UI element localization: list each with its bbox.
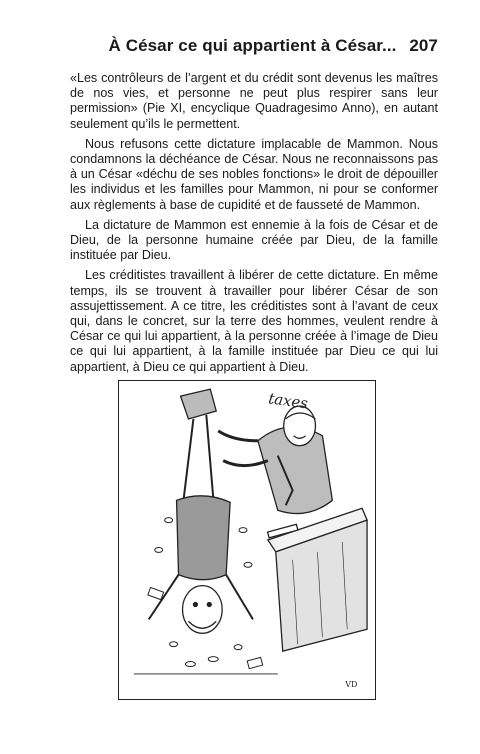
paragraph-quote: «Les contrôleurs de l’argent et du crédit sont devenus les maîtres de nos vies, et personne ne peut plus respirer sans leur permission» (Pie XI, encyclique Quadragesimo Anno), en autant seulement qu’ils le permettent. [70,71,438,131]
desk-drawing [268,508,367,651]
paragraph-creditistes: Les créditistes travaillent à libérer de cette dictature. En même temps, ils se trouvent à travailler pour libérer César de son assujettissement. A ce titre, les créditistes sont à l’avant de ceux qui, dans le concret, sur la terre des hommes, veulent rendre à César ce qui lui appartient, à la personne créée à l’image de Dieu ce qui lui appartient, à la famille instituée par Dieu ce qui lui appartient, à Dieu ce qui appartient à Dieu. [70,268,438,374]
artist-signature: VD [345,679,358,689]
page-number: 207 [409,36,438,55]
chapter-title: À César ce qui appartient à César... [108,36,397,55]
cartoon-illustration [118,380,376,700]
paragraph-dictature: La dictature de Mammon est ennemie à la fois de César et de Dieu, de la personne humaine créée par Dieu, de la famille instituée par Dieu. [70,217,438,263]
taxpayer-drawing [149,389,253,633]
paragraph-refusal: Nous refusons cette dictature implacable de Mammon. Nous condamnons la déchéance de César. Nous ne reconnaissons pas à un César «déchu de ses nobles fonctions» le droit de dépouiller les individus et les familles pour Mammon, ni pour se conformer aux règlements à base de cupidité et de fausseté de Mammon. [70,136,438,212]
taxes-label: taxes [267,389,310,413]
cartoon-drawing [119,381,375,699]
running-header [70,36,438,56]
tax-collector-drawing [218,406,332,513]
body-text [70,71,438,380]
